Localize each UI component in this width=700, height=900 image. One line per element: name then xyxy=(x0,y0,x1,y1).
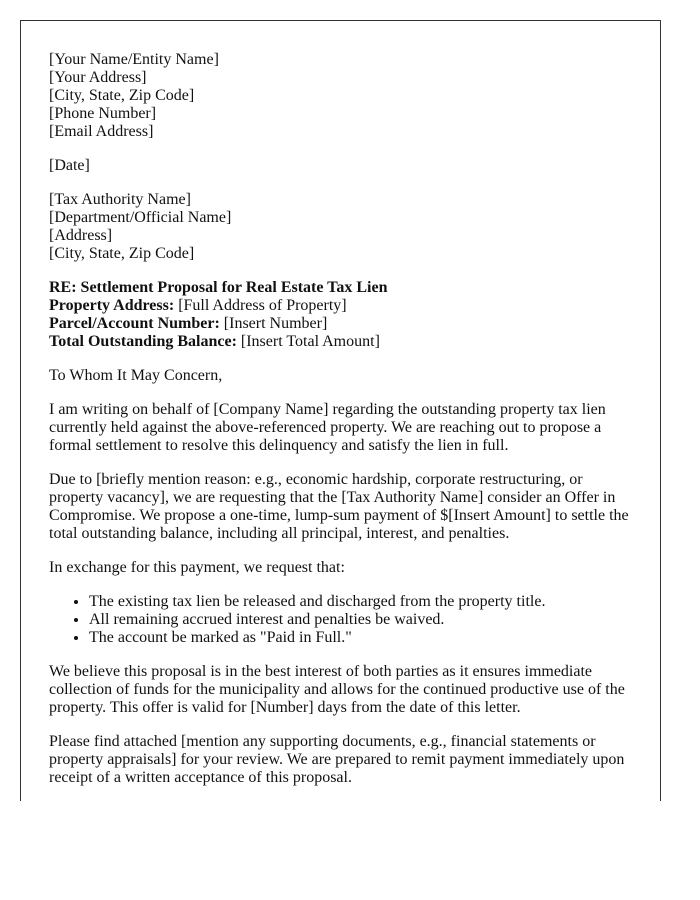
sender-name: [Your Name/Entity Name] xyxy=(49,51,219,68)
body-paragraph: We believe this proposal is in the best interest of both parties as it ensures immediate collection of funds for the municipality and allows for the continued productive use of the property. This offer is valid for [Number] days from the date of this letter. xyxy=(49,663,625,716)
recipient-block xyxy=(49,191,631,263)
subject-line: RE: Settlement Proposal for Real Estate Tax Lien xyxy=(49,279,388,296)
recipient-city: [City, State, Zip Code] xyxy=(49,245,195,262)
request-list xyxy=(49,593,631,647)
request-item: • The account be marked as "Paid in Full." xyxy=(89,629,631,647)
recipient-address: [Address] xyxy=(49,227,113,244)
body-paragraph: I am writing on behalf of [Company Name] regarding the outstanding property tax lien currently held against the above-referenced property. We are reaching out to propose a formal settlement to resolve this delinquency and satisfy the lien in full. xyxy=(49,401,606,454)
balance-label: Total Outstanding Balance: xyxy=(49,333,237,350)
subject-block xyxy=(49,279,631,351)
request-item: • The existing tax lien be released and discharged from the property title. xyxy=(89,593,631,611)
sender-email: [Email Address] xyxy=(49,123,154,140)
sender-city: [City, State, Zip Code] xyxy=(49,87,195,104)
recipient-department: [Department/Official Name] xyxy=(49,209,232,226)
property-value: [Full Address of Property] xyxy=(174,297,347,314)
sender-block xyxy=(49,51,631,141)
recipient-authority: [Tax Authority Name] xyxy=(49,191,191,208)
letter-page xyxy=(20,20,661,801)
salutation: To Whom It May Concern, xyxy=(49,367,223,384)
sender-phone: [Phone Number] xyxy=(49,105,157,122)
balance-value: [Insert Total Amount] xyxy=(236,333,380,350)
request-item: • All remaining accrued interest and penalties be waived. xyxy=(89,611,631,629)
sender-address: [Your Address] xyxy=(49,69,147,86)
body-paragraph: In exchange for this payment, we request that: xyxy=(49,559,345,576)
property-label: Property Address: xyxy=(49,297,175,314)
parcel-value: [Insert Number] xyxy=(219,315,328,332)
body-paragraph: Due to [briefly mention reason: e.g., economic hardship, corporate restructuring, or property vacancy], we are requesting that the [Tax Authority Name] consider an Offer in Compromise. We propose a one-time, lump-sum payment of $[Insert Amount] to settle the total outstanding balance, including all principal, interest, and penalties. xyxy=(49,471,629,542)
parcel-label: Parcel/Account Number: xyxy=(49,315,220,332)
body-paragraph: Please find attached [mention any supporting documents, e.g., financial statements or property appraisals] for your review. We are prepared to remit payment immediately upon receipt of a written acceptance of this proposal. xyxy=(49,733,625,786)
letter-date: [Date] xyxy=(49,157,90,174)
